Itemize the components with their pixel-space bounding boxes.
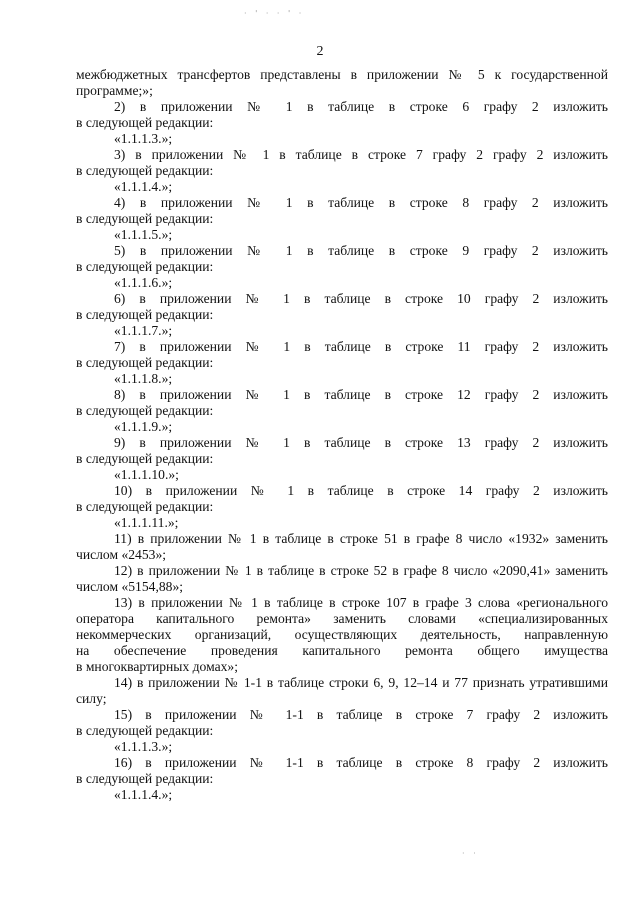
text-line: межбюджетных трансфертов представлены в приложении № 5 к государственной	[76, 67, 608, 82]
scan-artifact-top: · ' · · ' ·	[244, 9, 305, 18]
text-line: 8) в приложении № 1 в таблице в строке 12 графу 2 изложить	[114, 387, 608, 402]
text-line: 7) в приложении № 1 в таблице в строке 11 графу 2 изложить	[114, 339, 608, 354]
text-line: 5) в приложении № 1 в таблице в строке 9 графу 2 изложить	[114, 243, 608, 258]
text-line: в следующей редакции:	[76, 403, 214, 418]
text-line: «1.1.1.7.»;	[114, 323, 173, 338]
text-line: оператора капитального ремонта» заменить словами «специализированных	[76, 611, 608, 626]
text-line: 14) в приложении № 1-1 в таблице строки 6, 9, 12–14 и 77 признать утратившими	[114, 675, 608, 690]
text-line: 10) в приложении № 1 в таблице в строке 14 графу 2 изложить	[114, 483, 608, 498]
text-line: «1.1.1.4.»;	[114, 179, 173, 194]
text-line: «1.1.1.4.»;	[114, 787, 173, 802]
text-line: «1.1.1.9.»;	[114, 419, 173, 434]
text-line: «1.1.1.11.»;	[114, 515, 179, 530]
text-line: программе;»;	[76, 83, 153, 98]
text-line: некоммерческих организаций, осуществляющих деятельность, направленную	[76, 627, 608, 642]
text-line: в многоквартирных домах»;	[76, 659, 239, 674]
scan-artifact-bottom: · ·	[462, 849, 479, 858]
text-line: в следующей редакции:	[76, 771, 214, 786]
text-line: 15) в приложении № 1-1 в таблице в строке 7 графу 2 изложить	[114, 707, 608, 722]
text-line: числом «5154,88»;	[76, 579, 184, 594]
text-line: в следующей редакции:	[76, 115, 214, 130]
text-line: в следующей редакции:	[76, 163, 214, 178]
text-line: «1.1.1.10.»;	[114, 467, 179, 482]
text-line: в следующей редакции:	[76, 211, 214, 226]
text-line: «1.1.1.5.»;	[114, 227, 173, 242]
text-line: «1.1.1.6.»;	[114, 275, 173, 290]
text-line: в следующей редакции:	[76, 499, 214, 514]
text-line: 11) в приложении № 1 в таблице в строке 51 в графе 8 число «1932» заменить	[114, 531, 608, 546]
text-line: в следующей редакции:	[76, 259, 214, 274]
text-line: 12) в приложении № 1 в таблице в строке 52 в графе 8 число «2090,41» заменить	[114, 563, 608, 578]
text-line: в следующей редакции:	[76, 723, 214, 738]
text-line: на обеспечение проведения капитального ремонта общего имущества	[76, 643, 608, 658]
text-line: в следующей редакции:	[76, 355, 214, 370]
text-line: 9) в приложении № 1 в таблице в строке 13 графу 2 изложить	[114, 435, 608, 450]
text-line: числом «2453»;	[76, 547, 167, 562]
text-line: «1.1.1.3.»;	[114, 739, 173, 754]
text-line: в следующей редакции:	[76, 451, 214, 466]
text-line: 2) в приложении № 1 в таблице в строке 6 графу 2 изложить	[114, 99, 608, 114]
text-line: «1.1.1.3.»;	[114, 131, 173, 146]
text-line: «1.1.1.8.»;	[114, 371, 173, 386]
text-line: в следующей редакции:	[76, 307, 214, 322]
text-line: 16) в приложении № 1-1 в таблице в строке 8 графу 2 изложить	[114, 755, 608, 770]
text-line: 3) в приложении № 1 в таблице в строке 7 графу 2 графу 2 изложить	[114, 147, 608, 162]
text-line: 4) в приложении № 1 в таблице в строке 8 графу 2 изложить	[114, 195, 608, 210]
text-line: силу;	[76, 691, 107, 706]
page-number: 2	[316, 44, 324, 59]
text-line: 6) в приложении № 1 в таблице в строке 10 графу 2 изложить	[114, 291, 608, 306]
text-line: 13) в приложении № 1 в таблице в строке 107 в графе 3 слова «регионального	[114, 595, 608, 610]
